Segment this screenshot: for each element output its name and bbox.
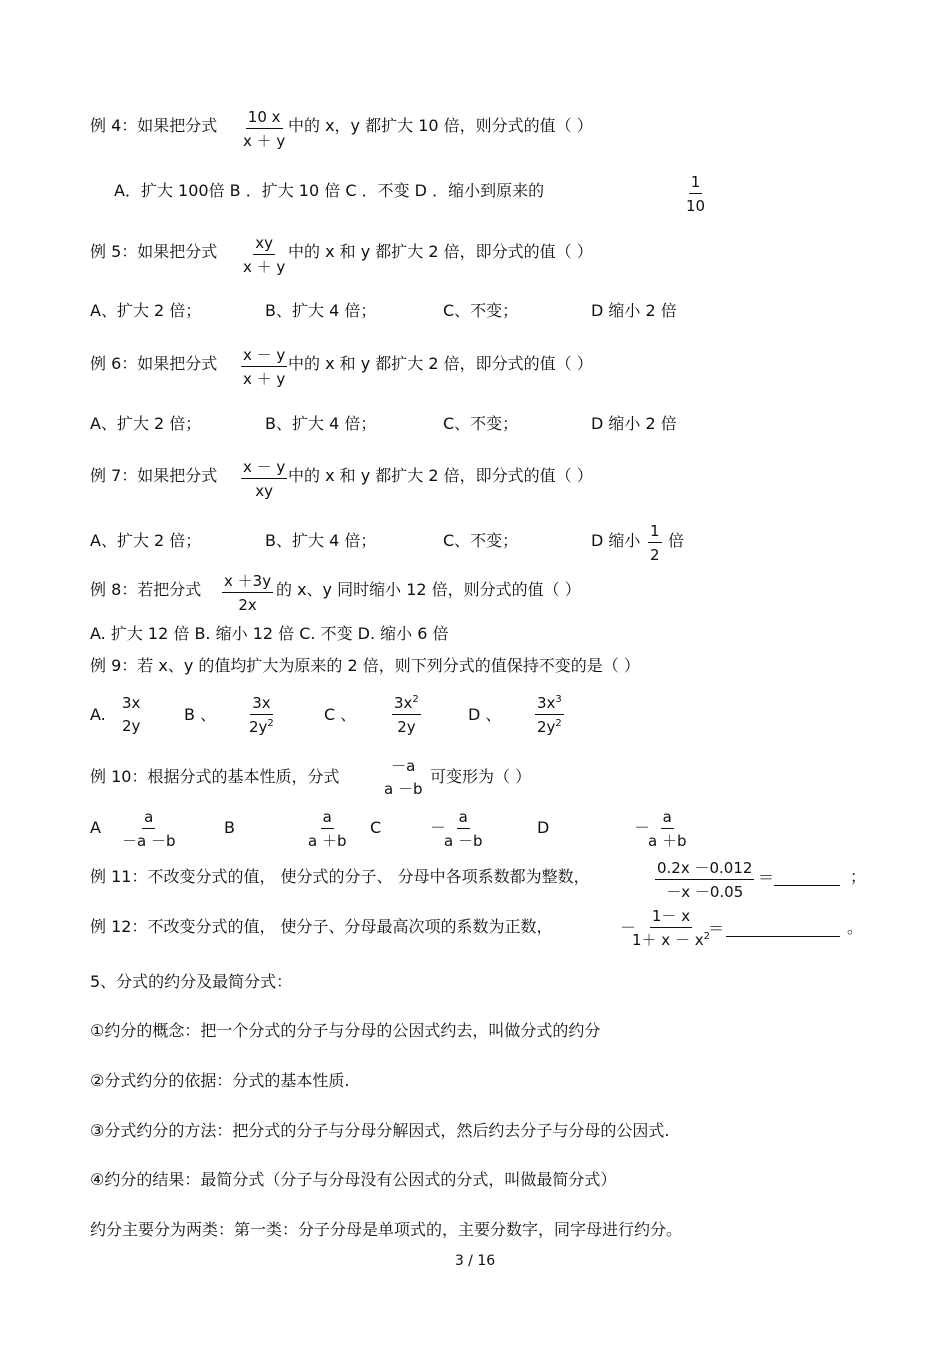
ex9-option-d-num-base: 3x — [537, 694, 556, 712]
ex9-label-d: D 、 — [468, 705, 502, 724]
ex9-option-d-den-base: 2y — [537, 718, 556, 736]
ex9-option-c-denominator: 2y — [397, 718, 416, 736]
ex9-stem: 例 9：若 x、y 的值均扩大为原来的 2 倍，则下列分式的值保持不变的是（ ） — [90, 656, 640, 675]
ex10-numerator: －a — [391, 757, 416, 775]
section-point-1: ①约分的概念：把一个分式的分子与分母的公因式约去，叫做分式的约分 — [90, 1021, 601, 1040]
ex6-prefix: 例 6：如果把分式 — [90, 354, 218, 373]
ex10-option-b-fraction — [308, 808, 346, 850]
ex7-suffix: 中的 x 和 y 都扩大 2 倍，即分式的值（ ） — [288, 466, 593, 485]
ex5-fraction — [243, 234, 285, 276]
ex4-numerator: 10 x — [246, 108, 283, 129]
ex4-denominator: x ＋ y — [243, 132, 286, 150]
ex7-denominator: xy — [255, 482, 274, 500]
section-heading: 5、分式的约分及最简分式： — [90, 972, 293, 991]
ex8-numerator: x ＋3y — [222, 572, 273, 593]
ex5-option-a: A、扩大 2 倍； — [90, 301, 202, 320]
ex6-fraction — [241, 346, 287, 388]
ex4-options: A．扩大 100倍 B ．扩大 10 倍 C ．不变 D ．缩小到原来的 — [114, 181, 545, 200]
ex9-option-c-fraction — [392, 694, 421, 736]
ex9-option-a-fraction — [120, 694, 142, 735]
ex12-numerator: 1－ x — [650, 907, 692, 928]
ex7-option-d-fraction — [648, 522, 662, 564]
ex11-answer-blank — [774, 884, 840, 886]
ex7-numerator: x － y — [241, 458, 287, 479]
ex6-denominator: x ＋ y — [243, 370, 286, 388]
ex10-option-b-denominator: a ＋b — [308, 832, 347, 850]
ex10-label-b: B — [224, 818, 235, 837]
ex9-option-b-fraction — [249, 694, 274, 736]
ex4-fraction — [243, 108, 285, 150]
ex8-prefix: 例 8：若把分式 — [90, 580, 202, 599]
section-point-4: ④约分的结果：最简分式（分子与分母没有公因式的分式，叫做最简分式） — [90, 1170, 617, 1189]
ex10-label-a: A — [90, 818, 101, 837]
ex6-option-a: A、扩大 2 倍； — [90, 414, 202, 433]
ex11-numerator: 0.2x －0.012 — [655, 859, 754, 880]
ex6-numerator: x － y — [241, 346, 287, 367]
ex10-label-c: C — [370, 818, 382, 837]
ex11-fraction — [655, 859, 754, 901]
ex10-option-d-numerator: a — [661, 808, 674, 829]
ex6-option-c: C、不变； — [443, 414, 519, 433]
ex7-option-c: C、不变； — [443, 531, 519, 550]
ex5-denominator: x ＋ y — [243, 258, 286, 276]
ex9-label-c: C 、 — [324, 705, 357, 724]
ex9-option-a-numerator: 3x — [122, 694, 141, 712]
ex10-denominator: a －b — [384, 780, 423, 798]
ex5-numerator: xy — [253, 234, 275, 255]
ex12-fraction — [632, 907, 710, 949]
ex10-label-d: D — [537, 818, 550, 837]
section-point-5: 约分主要分为两类：第一类：分子分母是单项式的，主要分数字，同字母进行约分。 — [90, 1220, 683, 1239]
ex5-option-b: B、扩大 4 倍； — [265, 301, 377, 320]
ex8-denominator: 2x — [238, 596, 257, 614]
ex7-option-b: B、扩大 4 倍； — [265, 531, 377, 550]
section-point-3: ③分式约分的方法：把分式的分子与分母分解因式，然后约去分子与分母的公因式. — [90, 1121, 670, 1140]
ex4-suffix: 中的 x，y 都扩大 10 倍，则分式的值（ ） — [288, 116, 593, 135]
ex5-suffix: 中的 x 和 y 都扩大 2 倍，即分式的值（ ） — [288, 242, 593, 261]
ex9-label-a: A. — [90, 705, 106, 724]
page-number: 3 / 16 — [454, 1253, 496, 1269]
ex5-prefix: 例 5：如果把分式 — [90, 242, 218, 261]
ex12-answer-blank — [726, 935, 840, 937]
ex10-option-b-numerator: a — [321, 808, 334, 829]
ex7-option-d-denominator: 2 — [650, 546, 660, 564]
ex12-den-base: 1＋ x － x — [632, 931, 704, 949]
ex7-fraction — [241, 458, 287, 500]
ex10-option-d-denominator: a ＋b — [648, 832, 687, 850]
ex4-option-d-denominator: 10 — [686, 197, 706, 215]
ex12-prefix: 例 12：不改变分式的值， 使分子、分母最高次项的系数为正数， — [90, 917, 553, 936]
ex12-end: 。 — [847, 918, 864, 937]
ex12-equals: ＝ — [708, 919, 725, 938]
ex10-option-c-denominator: a －b — [444, 832, 483, 850]
ex10-fraction — [384, 757, 422, 798]
ex10-option-a-fraction — [122, 808, 175, 850]
ex10-prefix: 例 10：根据分式的基本性质，分式 — [90, 767, 340, 786]
ex9-label-b: B 、 — [184, 705, 217, 724]
ex10-option-a-numerator: a — [142, 808, 155, 829]
ex6-suffix: 中的 x 和 y 都扩大 2 倍，即分式的值（ ） — [288, 354, 593, 373]
ex9-option-b-den-exp: 2 — [267, 718, 274, 729]
ex10-suffix: 可变形为（ ） — [430, 767, 532, 786]
ex11-end: ； — [850, 867, 867, 886]
ex9-option-d-fraction — [535, 694, 564, 736]
ex9-option-b-numerator: 3x — [250, 694, 272, 715]
ex10-option-a-denominator: －a －b — [122, 832, 176, 850]
ex7-option-d-numerator: 1 — [648, 522, 662, 543]
ex7-prefix: 例 7：如果把分式 — [90, 466, 218, 485]
ex6-option-b: B、扩大 4 倍； — [265, 414, 377, 433]
ex9-option-a-denominator: 2y — [122, 717, 141, 735]
section-point-2: ②分式约分的依据：分式的基本性质. — [90, 1071, 350, 1090]
ex4-option-d-fraction — [686, 173, 705, 215]
ex4-prefix: 例 4：如果把分式 — [90, 116, 218, 135]
ex8-suffix: 的 x、y 同时缩小 12 倍，则分式的值（ ） — [276, 580, 581, 599]
ex11-prefix: 例 11：不改变分式的值， 使分式的分子、 分母中各项系数都为整数， — [90, 867, 590, 886]
ex8-options: A. 扩大 12 倍 B. 缩小 12 倍 C. 不变 D. 缩小 6 倍 — [90, 624, 449, 643]
ex9-option-b-denominator — [249, 715, 274, 736]
ex9-option-d-num-exp: 3 — [555, 694, 562, 705]
ex9-option-b-den-base: 2y — [249, 718, 268, 736]
ex10-option-d-sign: － — [634, 818, 651, 837]
ex9-option-c-num-base: 3x — [394, 694, 413, 712]
ex10-option-d-fraction — [648, 808, 686, 850]
ex11-denominator: －x －0.05 — [666, 883, 744, 901]
ex7-option-d-suffix: 倍 — [668, 531, 685, 550]
ex10-option-c-numerator: a — [457, 808, 470, 829]
ex8-fraction — [222, 572, 273, 614]
ex5-option-d: D 缩小 2 倍 — [591, 301, 677, 320]
ex10-option-c-sign: － — [430, 818, 447, 837]
ex7-option-d-prefix: D 缩小 — [591, 531, 641, 550]
ex6-option-d: D 缩小 2 倍 — [591, 414, 677, 433]
ex9-option-c-num-exp: 2 — [412, 694, 419, 705]
ex9-option-d-den-exp: 2 — [555, 718, 562, 729]
ex10-option-c-fraction — [444, 808, 482, 850]
ex5-option-c: C、不变； — [443, 301, 519, 320]
ex7-option-a: A、扩大 2 倍； — [90, 531, 202, 550]
ex12-den-exp: 2 — [703, 931, 710, 942]
ex12-sign: － — [620, 918, 637, 937]
ex11-equals: ＝ — [758, 868, 775, 887]
ex4-option-d-numerator: 1 — [689, 173, 703, 194]
